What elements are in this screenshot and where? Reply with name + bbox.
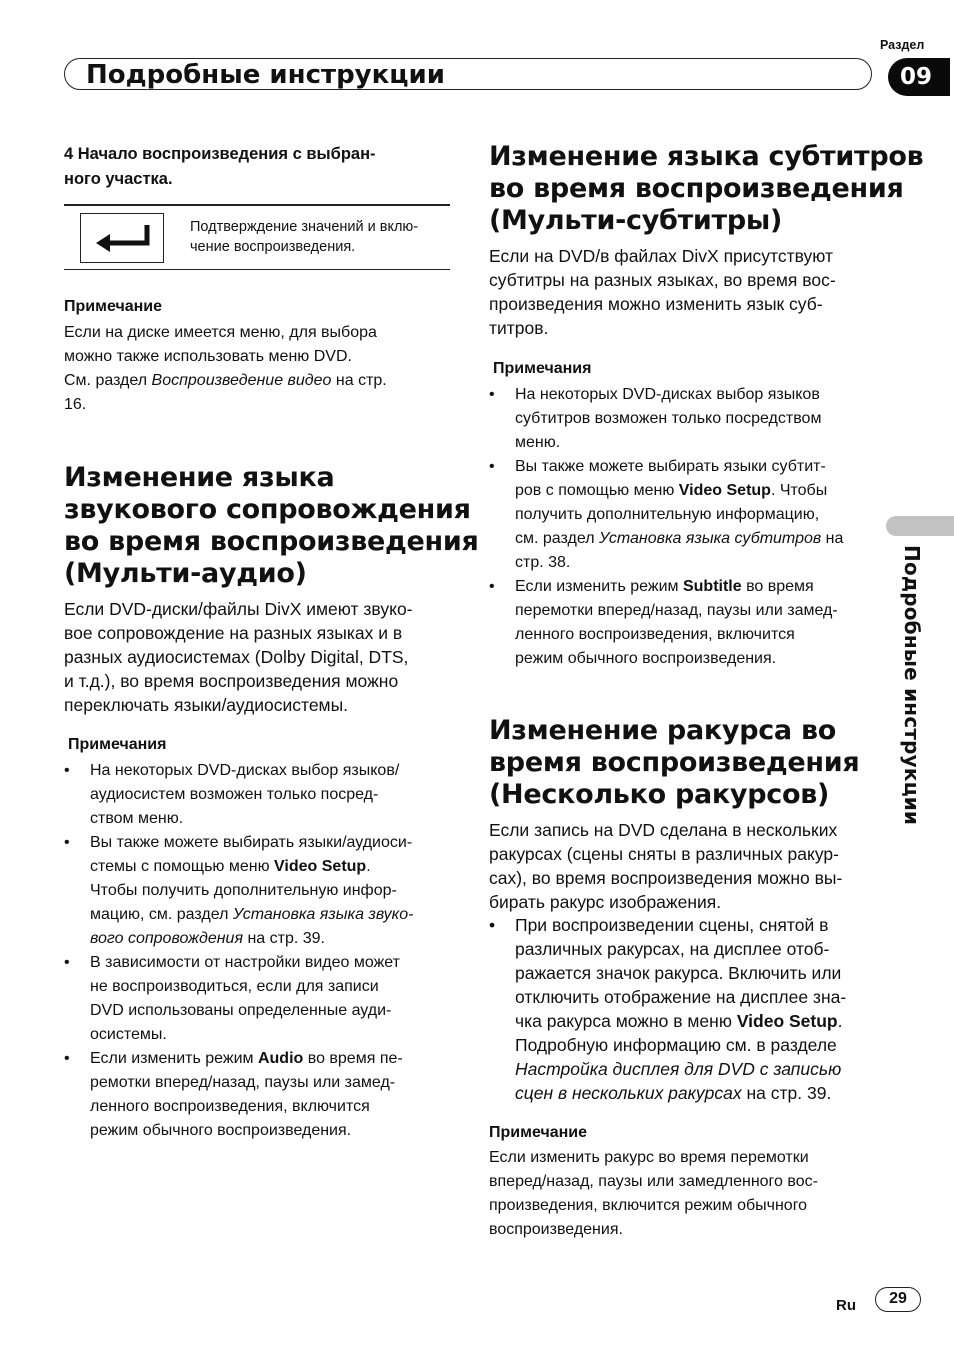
- side-tab-label: Подробные инструкции: [900, 545, 924, 826]
- list-item: • На некоторых DVD-дисках выбор языков/ аудиосистем возможен только посред- ством меню.: [64, 759, 413, 831]
- list-item: • На некоторых DVD-дисках выбор языков субтитров возможен только посредством меню.: [489, 383, 843, 455]
- angle-note-heading: Примечание: [489, 1124, 588, 1141]
- section-label: Раздел: [880, 38, 925, 52]
- list-item: • Вы также можете выбирать языки субтит- ров с помощью меню Video Setup. Чтобы получить дополнительную информацию, см. раздел Установка языка субтитров на стр. 38.: [489, 455, 843, 575]
- list-item: • В зависимости от настройки видео может не воспроизводиться, если для записи DVD использованы определенные ауди- осистемы.: [64, 951, 413, 1047]
- angle-bullet-list: [489, 913, 846, 1105]
- table-top-rule: [64, 204, 450, 206]
- list-item: • Если изменить режим Subtitle во время перемотки вперед/назад, паузы или замед- ленного воспроизведения, включится режим обычного воспроизведения.: [489, 575, 843, 671]
- page-title: Подробные инструкции: [86, 60, 445, 90]
- key-description: Подтверждение значений и вклю- чение воспроизведения.: [190, 219, 419, 255]
- enter-key-icon: [81, 214, 165, 264]
- table-bottom-rule: [64, 269, 450, 270]
- section-number-badge: 09: [888, 58, 950, 96]
- audio-section-heading: Изменение языка звукового сопровождения во время воспроизведения (Мульти-аудио): [64, 462, 479, 589]
- note-text: Если на диске имеется меню, для выбора можно также использовать меню DVD. См. раздел Воспроизведение видео на стр. 16.: [64, 324, 387, 413]
- angle-note-text: Если изменить ракурс во время перемотки вперед/назад, паузы или замедленного вос- произведения, включится режим обычного воспроизведения.: [489, 1149, 818, 1238]
- angle-section-heading: Изменение ракурса во время воспроизведения (Несколько ракурсов): [489, 715, 860, 810]
- audio-section-body: Если DVD-диски/файлы DivX имеют звуко- вое сопровождение на разных языках и в разных аудиосистемах (Dolby Digital, DTS, и т.д.), во время воспроизведения можно переключать языки/аудиосистемы.: [64, 599, 413, 715]
- enter-key-button: [80, 213, 164, 263]
- audio-notes-list: [64, 759, 413, 1143]
- list-item: • Вы также можете выбирать языки/аудиоси- стемы с помощью меню Video Setup. Чтобы получить дополнительную инфор- мацию, см. раздел Установка языка звуко- вого сопровождения на стр. 39.: [64, 831, 413, 951]
- note-heading: Примечание: [64, 298, 163, 315]
- side-tab-marker: [886, 516, 954, 536]
- language-code: Ru: [836, 1297, 856, 1314]
- subtitle-section-heading: Изменение языка субтитров во время воспроизведения (Мульти-субтитры): [489, 141, 924, 236]
- page-number: 29: [875, 1287, 921, 1312]
- list-item: • Если изменить режим Audio во время пе- ремотки вперед/назад, паузы или замед- ленного воспроизведения, включится режим обычного воспроизведения.: [64, 1047, 413, 1143]
- list-item: • При воспроизведении сцены, снятой в различных ракурсах, на дисплее отоб- ражается значок ракурса. Включить или отключить отображение на дисплее зна- чка ракурса можно в меню Video Setup. Подробную информацию см. в разделе Настройка дисплея для DVD с записью сцен в нескольких ракурсах на стр. 39.: [489, 913, 846, 1105]
- angle-section-body: Если запись на DVD сделана в нескольких ракурсах (сцены сняты в различных ракур- сах), во время воспроизведения можно вы- бирать ракурс изображения.: [489, 820, 843, 912]
- audio-notes-heading: Примечания: [68, 736, 167, 753]
- subtitle-notes-heading: Примечания: [493, 360, 592, 377]
- subtitle-section-body: Если на DVD/в файлах DivX присутствуют субтитры на разных языках, во время вос- произведения можно изменить язык суб- титров.: [489, 246, 836, 338]
- step-4: 4 Начало воспроизведения с выбран- ного участка.: [64, 145, 376, 188]
- subtitle-notes-list: [489, 383, 843, 671]
